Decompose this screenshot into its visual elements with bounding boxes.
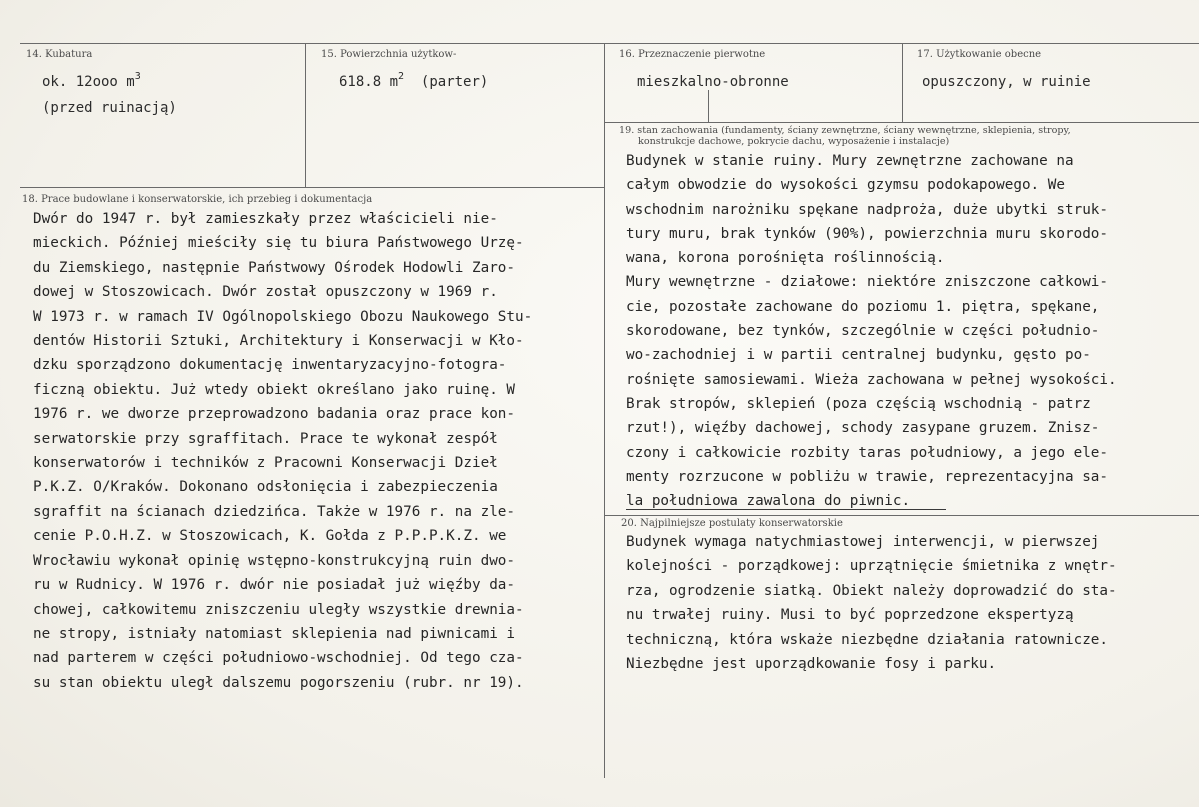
text-line: tury muru, brak tynków (90%), powierzchnia muru skorodo- bbox=[626, 225, 1109, 242]
field-20-text bbox=[626, 530, 1117, 676]
field-19-label-line1: 19. stan zachowania (fundamenty, ściany zewnętrzne, ściany wewnętrzne, sklepienia, stropy, bbox=[619, 125, 1071, 136]
field-19-label-line2: konstrukcje dachowe, pokrycie dachu, wyposażenie i instalacje) bbox=[638, 136, 950, 147]
text-line: Budynek w stanie ruiny. Mury zewnętrzne zachowane na bbox=[626, 153, 1074, 169]
field-17-label: 17. Użytkowanie obecne bbox=[917, 49, 1042, 60]
field-14-unit-exponent: 3 bbox=[134, 71, 141, 83]
text-line: su stan obiektu uległ dalszemu pogorszeniu (rubr. nr 19). bbox=[33, 674, 524, 691]
text-line: la południowa zawalona do piwnic. bbox=[626, 493, 911, 510]
text-line: wschodnim narożniku spękane nadproża, duże ubytki struk- bbox=[626, 201, 1109, 218]
text-line: ru w Rudnicy. W 1976 r. dwór nie posiadał już więźby da- bbox=[33, 577, 516, 594]
text-line: Brak stropów, sklepień (poza częścią wschodnią - patrz bbox=[626, 395, 1091, 412]
text-line: rośnięte samosiewami. Wieża zachowana w pełnej wysokości. bbox=[626, 371, 1117, 388]
text-line: ne stropy, istniały natomiast sklepienia nad piwnicami i bbox=[33, 625, 516, 642]
text-line: skorodowane, bez tynków, szczególnie w części południo- bbox=[626, 323, 1100, 340]
field-14-note: (przed ruinacją) bbox=[42, 100, 177, 116]
text-line: du Ziemskiego, następnie Państwowy Ośrodek Hodowli Zaro- bbox=[33, 259, 516, 276]
text-line: kolejności - porządkowej: uprzątnięcie śmietnika z wnętr- bbox=[626, 558, 1117, 575]
field-20-label: 20. Najpilniejsze postulaty konserwatorskie bbox=[621, 518, 843, 529]
rule-above-20 bbox=[604, 515, 1199, 516]
field-17-value: opuszczony, w ruinie bbox=[922, 74, 1091, 90]
top-rule bbox=[20, 43, 1199, 44]
text-line: cie, pozostałe zachowane do poziomu 1. piętra, spękane, bbox=[626, 298, 1100, 315]
text-line: Mury wewnętrzne - działowe: niektóre zniszczone całkowi- bbox=[626, 274, 1109, 291]
field-15-label: 15. Powierzchnia użytkow- bbox=[321, 49, 457, 60]
rule-above-18 bbox=[20, 187, 605, 188]
strike-through-line bbox=[626, 509, 946, 510]
text-line: sgraffit na ścianach dziedzińca. Także w 1976 r. na zle- bbox=[33, 503, 516, 520]
text-line: menty rozrzucone w pobliżu w trawie, reprezentacyjna sa- bbox=[626, 468, 1109, 485]
text-line: Budynek wymaga natychmiastowej interwencji, w pierwszej bbox=[626, 534, 1100, 550]
text-line: 1976 r. we dworze przeprowadzono badania oraz prace kon- bbox=[33, 406, 516, 423]
divider-16-17 bbox=[902, 43, 903, 123]
text-line: Wrocławiu wykonał opinię wstępno-konstrukcyjną ruin dwo- bbox=[33, 552, 516, 569]
field-16-value: mieszkalno-obronne bbox=[637, 74, 789, 90]
text-line: całym obwodzie do wysokości gzymsu podokapowego. We bbox=[626, 177, 1065, 194]
text-line: konserwatorów i techników z Pracowni Konserwacji Dzieł bbox=[33, 455, 498, 472]
text-line: nu trwałej ruiny. Musi to być poprzedzone ekspertyzą bbox=[626, 607, 1074, 624]
text-line: dzku sporządzono dokumentację inwentaryzacyjno-fotogra- bbox=[33, 357, 507, 374]
rule-above-19 bbox=[604, 122, 1199, 123]
field-19-text bbox=[626, 149, 1117, 513]
text-line: wana, korona porośnięta roślinnością. bbox=[626, 250, 945, 267]
field-15-area: 618.8 m bbox=[339, 74, 399, 90]
text-line: nad parterem w części południowo-wschodniej. Od tego cza- bbox=[33, 650, 524, 667]
text-line: P.K.Z. O/Kraków. Dokonano odsłonięcia i zabezpieczenia bbox=[33, 479, 498, 496]
text-line: dowej w Stoszowicach. Dwór został opuszczony w 1969 r. bbox=[33, 284, 498, 301]
field-15-note: (parter) bbox=[404, 74, 489, 90]
text-line: rza, ogrodzenie siatką. Obiekt należy doprowadzić do sta- bbox=[626, 582, 1117, 599]
text-line: czony i całkowicie rozbity taras południowy, a jego ele- bbox=[626, 444, 1109, 461]
text-line: cenie P.O.H.Z. w Stoszowicach, K. Gołda z P.P.P.K.Z. we bbox=[33, 528, 507, 545]
divider-left-right bbox=[604, 43, 605, 778]
text-line: wo-zachodniej i w partii centralnej budynku, gęsto po- bbox=[626, 347, 1091, 364]
text-line: Dwór do 1947 r. był zamieszkały przez właścicieli nie- bbox=[33, 211, 498, 227]
tick-mark bbox=[708, 90, 709, 122]
field-15-value bbox=[339, 70, 488, 94]
field-16-label: 16. Przeznaczenie pierwotne bbox=[619, 49, 766, 60]
field-14-volume: ok. 12ooo m bbox=[42, 74, 135, 90]
text-line: W 1973 r. w ramach IV Ogólnopolskiego Obozu Naukowego Stu- bbox=[33, 308, 533, 325]
text-line: mieckich. Później mieściły się tu biura Państwowego Urzę- bbox=[33, 235, 524, 252]
text-line: Niezbędne jest uporządkowanie fosy i parku. bbox=[626, 656, 997, 673]
text-line: rzut!), więźby dachowej, schody zasypane gruzem. Znisz- bbox=[626, 420, 1100, 437]
text-line: chowej, całkowitemu zniszczeniu uległy wszystkie drewnia- bbox=[33, 601, 524, 618]
text-line: dentów Historii Sztuki, Architektury i Konserwacji w Kło- bbox=[33, 333, 524, 350]
text-line: techniczną, która wskaże niezbędne działania ratownicze. bbox=[626, 631, 1109, 648]
text-line: ficzną obiektu. Już wtedy obiekt określano jako ruinę. W bbox=[33, 381, 516, 398]
divider-14-15 bbox=[305, 43, 306, 187]
field-18-text bbox=[33, 207, 532, 695]
field-14-label: 14. Kubatura bbox=[26, 49, 93, 60]
field-14-value bbox=[42, 70, 141, 94]
text-line: serwatorskie przy sgraffitach. Prace te wykonał zespół bbox=[33, 430, 498, 447]
field-18-label: 18. Prace budowlane i konserwatorskie, ich przebieg i dokumentacja bbox=[22, 194, 373, 205]
field-15-unit-exponent: 2 bbox=[398, 71, 405, 83]
